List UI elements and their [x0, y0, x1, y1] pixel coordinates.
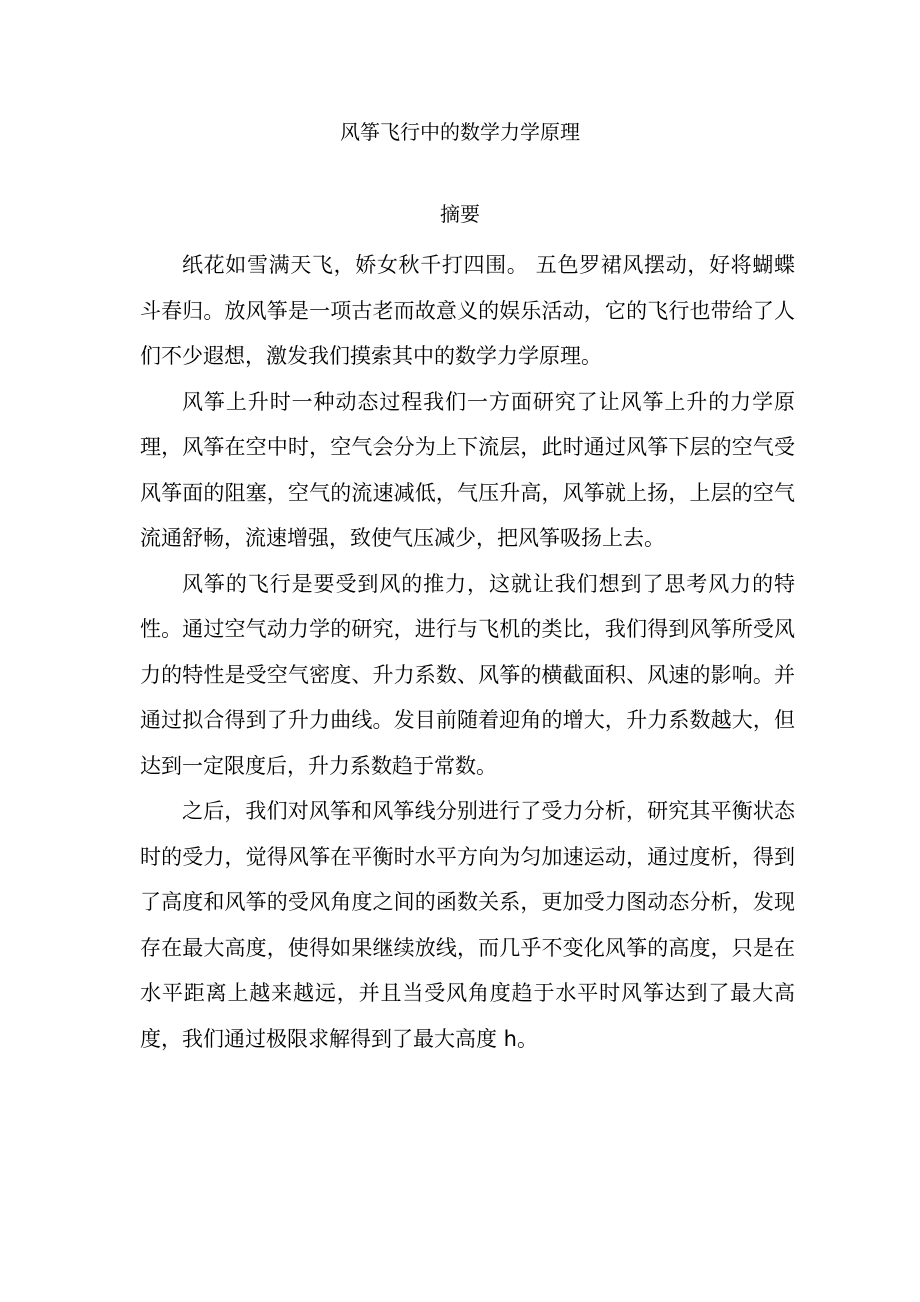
abstract-body — [140, 243, 795, 1062]
paragraph-lift-principle: 风筝上升时一种动态过程我们一方面研究了让风筝上升的力学原理，风筝在空中时，空气会分为上下流层，此时通过风筝下层的空气受风筝面的阻塞，空气的流速减低，气压升高，风筝就上扬，上层的空气流通舒畅，流速增强，致使气压减少，把风筝吸扬上去。 — [140, 389, 795, 550]
paragraph-intro: 纸花如雪满天飞，娇女秋千打四围。 五色罗裙风摆动，好将蝴蝶斗春归。放风筝是一项古老而故意义的娱乐活动，它的飞行也带给了人们不少遐想，激发我们摸索其中的数学力学原理。 — [140, 253, 795, 368]
abstract-heading: 摘要 — [440, 202, 480, 226]
paragraph-wind-force: 风筝的飞行是要受到风的推力，这就让我们想到了思考风力的特性。通过空气动力学的研究，进行与飞机的类比，我们得到风筝所受风力的特性是受空气密度、升力系数、风筝的横截面积、风速的影响。并通过拟合得到了升力曲线。发目前随着迎角的增大，升力系数越大，但达到一定限度后，升力系数趋于常数。 — [140, 571, 795, 778]
document-title: 风筝飞行中的数学力学原理 — [340, 120, 580, 144]
paragraph-force-analysis: 之后，我们对风筝和风筝线分别进行了受力分析，研究其平衡状态时的受力，觉得风筝在平衡时水平方向为匀加速运动，通过度析，得到了高度和风筝的受风角度之间的函数关系，更加受力图动态分析，发现存在最大高度，使得如果继续放线，而几乎不变化风筝的高度，只是在水平距离上越来越远，并且当受风角度趋于水平时风筝达到了最大高度，我们通过极限求解得到了最大高度 h。 — [140, 799, 795, 1051]
